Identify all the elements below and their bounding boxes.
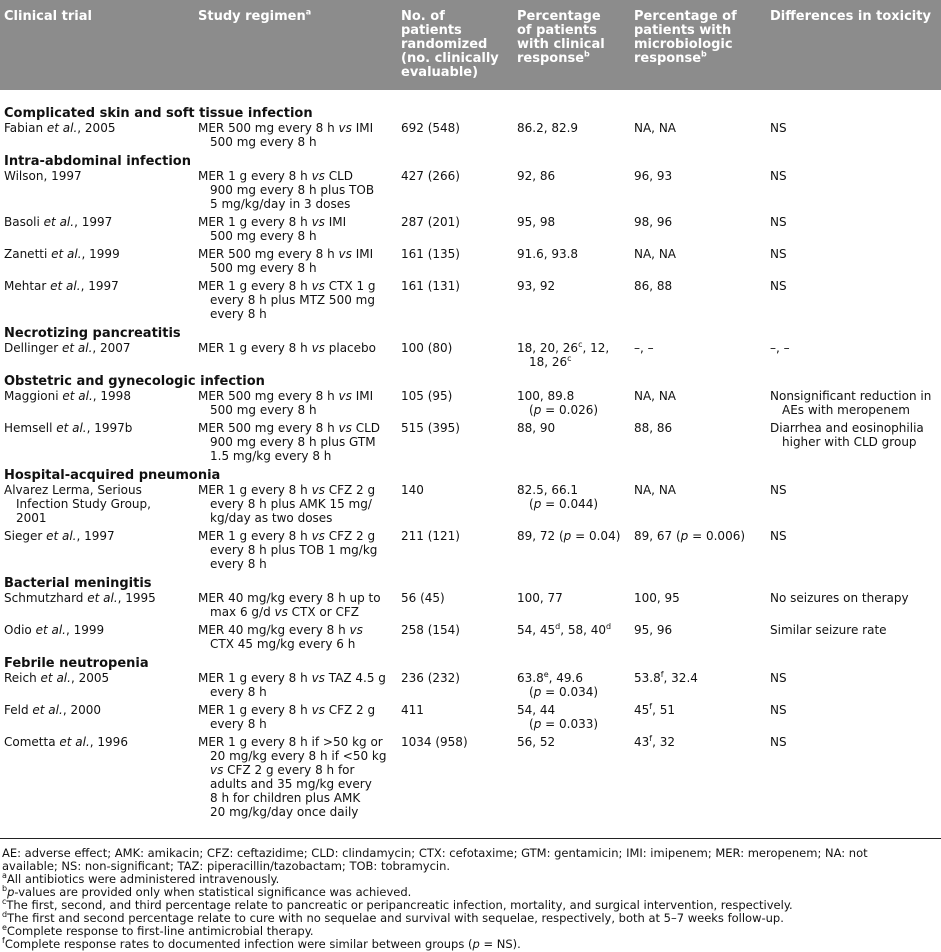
clinical-response-cell: 95, 98 bbox=[517, 215, 556, 229]
patients-cell: 161 (135) bbox=[401, 247, 460, 261]
microbiologic-response-cell: 86, 88 bbox=[634, 279, 673, 293]
footnote-line: $^d$The first and second percentage relate to cure with no sequelae and survival with sequelae, respectively, both at 5–7 weeks follow-up. bbox=[2, 910, 784, 925]
table-header bbox=[0, 0, 941, 90]
trial-cell: Hemsell et al., 1997b bbox=[4, 421, 133, 435]
header-toxicity-differences: Differences in toxicity bbox=[770, 9, 931, 24]
regimen-cell: MER 1 g every 8 h vs CFZ 2 g every 8 h bbox=[198, 703, 376, 731]
patients-cell: 258 (154) bbox=[401, 623, 460, 637]
clinical-response-cell: 54, 45$^d$, 58, 40$^d$ bbox=[517, 622, 612, 637]
table-row bbox=[0, 623, 941, 655]
trial-cell: Mehtar et al., 1997 bbox=[4, 279, 119, 293]
patients-cell: 105 (95) bbox=[401, 389, 453, 403]
microbiologic-response-cell: –, – bbox=[634, 341, 654, 355]
trial-cell: Cometta et al., 1996 bbox=[4, 735, 128, 749]
header-clinical-trial: Clinical trial bbox=[4, 9, 92, 24]
patients-cell: 287 (201) bbox=[401, 215, 460, 229]
microbiologic-response-cell: 100, 95 bbox=[634, 591, 680, 605]
table-row bbox=[0, 341, 941, 373]
clinical-response-cell: 18, 20, 26$^c$, 12, 18, 26$^c$ bbox=[517, 340, 610, 369]
clinical-response-cell: 93, 92 bbox=[517, 279, 556, 293]
table-row bbox=[0, 389, 941, 421]
group-heading bbox=[0, 325, 941, 341]
table-row bbox=[0, 421, 941, 467]
trial-cell: Feld et al., 2000 bbox=[4, 703, 101, 717]
toxicity-cell: NS bbox=[770, 215, 787, 229]
clinical-response-cell: 56, 52 bbox=[517, 735, 556, 749]
table-row bbox=[0, 483, 941, 529]
regimen-cell: MER 40 mg/kg every 8 h vs CTX 45 mg/kg every 6 h bbox=[198, 623, 363, 651]
regimen-cell: MER 500 mg every 8 h vs IMI 500 mg every 8 h bbox=[198, 121, 374, 149]
regimen-cell: MER 1 g every 8 h vs CLD 900 mg every 8 h plus TOB 5 mg/kg/day in 3 doses bbox=[198, 169, 375, 211]
group-heading bbox=[0, 153, 941, 169]
trial-cell: Sieger et al., 1997 bbox=[4, 529, 115, 543]
table-row bbox=[0, 591, 941, 623]
clinical-response-cell: 89, 72 (p = 0.04) bbox=[517, 529, 621, 543]
group-title: Hospital-acquired pneumonia bbox=[4, 468, 221, 483]
table-row bbox=[0, 671, 941, 703]
footnotes bbox=[0, 839, 941, 951]
patients-cell: 236 (232) bbox=[401, 671, 460, 685]
header-patients-randomized: No. of patients randomized (no. clinically evaluable) bbox=[401, 9, 499, 80]
toxicity-cell: NS bbox=[770, 169, 787, 183]
table-row bbox=[0, 121, 941, 153]
group-heading bbox=[0, 105, 941, 121]
microbiologic-response-cell: 95, 96 bbox=[634, 623, 673, 637]
group-heading bbox=[0, 575, 941, 591]
microbiologic-response-cell: 98, 96 bbox=[634, 215, 673, 229]
toxicity-cell: NS bbox=[770, 483, 787, 497]
toxicity-cell: Similar seizure rate bbox=[770, 623, 887, 637]
footnote-line: $^b$p-values are provided only when statistical significance was achieved. bbox=[2, 884, 412, 899]
trial-cell: Reich et al., 2005 bbox=[4, 671, 110, 685]
patients-cell: 692 (548) bbox=[401, 121, 460, 135]
toxicity-cell: No seizures on therapy bbox=[770, 591, 909, 605]
footnote-line: $^a$All antibiotics were administered intravenously. bbox=[2, 871, 280, 886]
regimen-cell: MER 1 g every 8 h vs CFZ 2 g every 8 h plus AMK 15 mg/ kg/day as two doses bbox=[198, 483, 376, 525]
clinical-response-cell: 88, 90 bbox=[517, 421, 556, 435]
footnote-line: $^e$Complete response to first-line antimicrobial therapy. bbox=[2, 923, 314, 938]
patients-cell: 427 (266) bbox=[401, 169, 460, 183]
patients-cell: 411 bbox=[401, 703, 424, 717]
toxicity-cell: NS bbox=[770, 671, 787, 685]
regimen-cell: MER 40 mg/kg every 8 h up to max 6 g/d vs CTX or CFZ bbox=[198, 591, 381, 619]
toxicity-cell: NS bbox=[770, 703, 787, 717]
footnote-line: $^f$Complete response rates to documented infection were similar between groups (p = NS). bbox=[2, 936, 521, 951]
group-title: Complicated skin and soft tissue infection bbox=[4, 106, 313, 121]
table-row bbox=[0, 169, 941, 215]
toxicity-cell: Nonsignificant reduction in AEs with meropenem bbox=[770, 389, 932, 417]
group-title: Bacterial meningitis bbox=[4, 576, 152, 591]
toxicity-cell: NS bbox=[770, 247, 787, 261]
patients-cell: 100 (80) bbox=[401, 341, 453, 355]
clinical-response-cell: 92, 86 bbox=[517, 169, 556, 183]
group-heading bbox=[0, 373, 941, 389]
microbiologic-response-cell: 53.8$^f$, 32.4 bbox=[634, 670, 698, 685]
header-clinical-response: Percentage of patients with clinical response$^b$ bbox=[517, 9, 605, 66]
microbiologic-response-cell: 43$^f$, 32 bbox=[634, 734, 676, 749]
trial-cell: Zanetti et al., 1999 bbox=[4, 247, 120, 261]
clinical-response-cell: 100, 77 bbox=[517, 591, 563, 605]
trial-cell: Dellinger et al., 2007 bbox=[4, 341, 131, 355]
trial-cell: Maggioni et al., 1998 bbox=[4, 389, 131, 403]
regimen-cell: MER 1 g every 8 h vs TAZ 4.5 g every 8 h bbox=[198, 671, 386, 699]
trial-cell: Odio et al., 1999 bbox=[4, 623, 105, 637]
microbiologic-response-cell: NA, NA bbox=[634, 483, 676, 497]
microbiologic-response-cell: 96, 93 bbox=[634, 169, 673, 183]
table-row bbox=[0, 529, 941, 575]
patients-cell: 211 (121) bbox=[401, 529, 460, 543]
footnote-line: available; NS: non-significant; TAZ: piperacillin/tazobactam; TOB: tobramycin. bbox=[2, 859, 451, 873]
microbiologic-response-cell: NA, NA bbox=[634, 121, 676, 135]
microbiologic-response-cell: NA, NA bbox=[634, 247, 676, 261]
table-row bbox=[0, 279, 941, 325]
regimen-cell: MER 500 mg every 8 h vs IMI 500 mg every 8 h bbox=[198, 247, 374, 275]
regimen-cell: MER 1 g every 8 h vs IMI 500 mg every 8 h bbox=[198, 215, 347, 243]
group-title: Obstetric and gynecologic infection bbox=[4, 374, 265, 389]
footnote-line: AE: adverse effect; AMK: amikacin; CFZ: ceftazidime; CLD: clindamycin; CTX: cefotaxime; GTM: gentamicin; IMI: imipenem; MER: meropenem; NA: not bbox=[2, 846, 868, 860]
microbiologic-response-cell: NA, NA bbox=[634, 389, 676, 403]
regimen-cell: MER 500 mg every 8 h vs CLD 900 mg every 8 h plus GTM 1.5 mg/kg every 8 h bbox=[198, 421, 380, 463]
clinical-response-cell: 91.6, 93.8 bbox=[517, 247, 579, 261]
toxicity-cell: NS bbox=[770, 279, 787, 293]
clinical-response-cell: 54, 44 (p = 0.033) bbox=[517, 703, 599, 731]
trial-cell: Basoli et al., 1997 bbox=[4, 215, 113, 229]
trial-cell: Schmutzhard et al., 1995 bbox=[4, 591, 156, 605]
clinical-response-cell: 82.5, 66.1 (p = 0.044) bbox=[517, 483, 599, 511]
group-heading bbox=[0, 467, 941, 483]
group-heading bbox=[0, 655, 941, 671]
patients-cell: 161 (131) bbox=[401, 279, 460, 293]
header-microbiologic-response: Percentage of patients with microbiologic response$^b$ bbox=[634, 9, 737, 66]
toxicity-cell: Diarrhea and eosinophilia higher with CLD group bbox=[770, 421, 924, 449]
trial-cell: Wilson, 1997 bbox=[4, 169, 82, 183]
toxicity-cell: NS bbox=[770, 121, 787, 135]
table-row bbox=[0, 215, 941, 247]
toxicity-cell: –, – bbox=[770, 341, 790, 355]
header-study-regimen: Study regimen$^a$ bbox=[198, 7, 312, 24]
clinical-response-cell: 86.2, 82.9 bbox=[517, 121, 579, 135]
regimen-cell: MER 1 g every 8 h vs CFZ 2 g every 8 h plus TOB 1 mg/kg every 8 h bbox=[198, 529, 378, 571]
group-title: Necrotizing pancreatitis bbox=[4, 326, 181, 341]
regimen-cell: MER 1 g every 8 h vs placebo bbox=[198, 341, 376, 355]
trial-cell: Fabian et al., 2005 bbox=[4, 121, 116, 135]
group-title: Febrile neutropenia bbox=[4, 656, 149, 671]
microbiologic-response-cell: 88, 86 bbox=[634, 421, 673, 435]
table-row bbox=[0, 703, 941, 735]
patients-cell: 56 (45) bbox=[401, 591, 445, 605]
toxicity-cell: NS bbox=[770, 529, 787, 543]
table-row bbox=[0, 735, 941, 823]
trial-cell: Alvarez Lerma, Serious Infection Study Group, 2001 bbox=[4, 483, 151, 525]
regimen-cell: MER 500 mg every 8 h vs IMI 500 mg every 8 h bbox=[198, 389, 374, 417]
group-title: Intra-abdominal infection bbox=[4, 154, 191, 169]
table-row bbox=[0, 247, 941, 279]
regimen-cell: MER 1 g every 8 h if >50 kg or 20 mg/kg every 8 h if <50 kg vs CFZ 2 g every 8 h for adults and 35 mg/kg every 8 h for children plus AMK 20 mg/kg/day once daily bbox=[198, 735, 387, 819]
clinical-response-cell: 63.8e, 49.6 (p = 0.034) bbox=[517, 670, 599, 699]
table-body bbox=[0, 90, 941, 838]
microbiologic-response-cell: 45$^f$, 51 bbox=[634, 702, 676, 717]
microbiologic-response-cell: 89, 67 (p = 0.006) bbox=[634, 529, 746, 543]
patients-cell: 1034 (958) bbox=[401, 735, 468, 749]
patients-cell: 515 (395) bbox=[401, 421, 460, 435]
toxicity-cell: NS bbox=[770, 735, 787, 749]
patients-cell: 140 bbox=[401, 483, 424, 497]
regimen-cell: MER 1 g every 8 h vs CTX 1 g every 8 h plus MTZ 500 mg every 8 h bbox=[198, 279, 376, 321]
clinical-response-cell: 100, 89.8 (p = 0.026) bbox=[517, 389, 599, 417]
footnote-line: $^c$The first, second, and third percentage relate to pancreatic or peripancreatic infection, mortality, and surgical intervention, respectively. bbox=[2, 897, 793, 912]
